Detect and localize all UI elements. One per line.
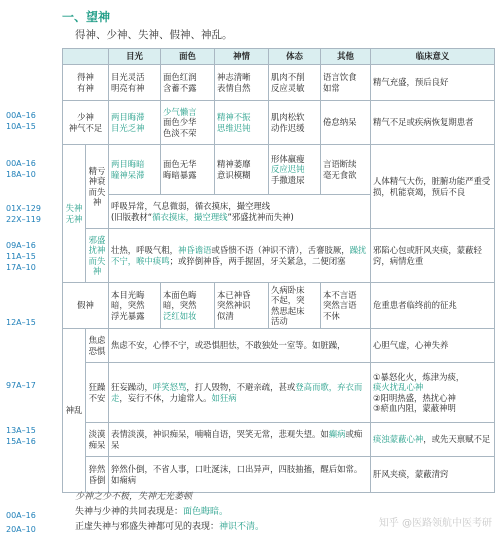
cell-text: 或痴呆	[111, 429, 363, 450]
cell-description	[109, 423, 371, 457]
cell-text: 壮热，呼吸气粗，	[111, 245, 178, 256]
highlight-text: 反应迟钝	[271, 164, 305, 175]
cell-text: 面色少华 色淡不荣	[163, 117, 197, 138]
table-row	[63, 283, 495, 329]
table-row	[63, 65, 495, 101]
highlight-text: 泛红如妆	[163, 310, 197, 321]
highlight-text: 癫病	[328, 429, 346, 440]
header-expression: 神情	[215, 49, 269, 65]
row-label-shishen: 失神 无神	[63, 145, 86, 283]
exam-code: 13A–15 15A–16	[6, 426, 36, 446]
cell-posture: 肌肉不削 反应灵敏	[269, 65, 321, 101]
cell-posture	[269, 145, 321, 195]
cell-text: 形体羸瘦	[271, 153, 305, 164]
highlight-text: 躁扰不宁，喉中痰鸣	[111, 245, 367, 266]
cell-text: ②阳明热盛，热扰心神	[373, 392, 456, 403]
cell-note	[109, 195, 371, 229]
row-label-cudao: 猝然 昏倒	[86, 457, 109, 493]
cell-text: 手撒遗尿	[271, 174, 305, 185]
highlight-text: 少气懒言	[163, 106, 197, 117]
cell-eye: 本目光晦 暗，突然 浮光暴露	[109, 283, 161, 329]
cell-text: 或昏愦不语（神识不清），舌謇肢厥，	[211, 245, 350, 256]
footer-note: 少神之少不极，失神无光萎顿	[75, 492, 193, 502]
row-label-jiashen: 假神	[63, 283, 109, 329]
cell-clinical: 人体精气大伤，脏腑功能严重受损，机能衰竭，预后不良	[371, 145, 495, 229]
exam-code: 01X–129 22X–119	[6, 204, 41, 224]
table-row	[63, 363, 495, 423]
table-row	[63, 423, 495, 457]
cell-face	[161, 101, 215, 145]
exam-code: 00A–16 18A–10	[6, 159, 36, 179]
cell-other: 言语断续 毫无食欲	[321, 145, 371, 195]
exam-code: 97A–17	[6, 381, 36, 390]
row-label-kuangzao: 狂躁 不安	[86, 363, 109, 423]
header-eye: 目光	[109, 49, 161, 65]
cell-posture: 久病卧床 不起，突 然思起床 活动	[269, 283, 321, 329]
cell-face: 面色红润 含蓄不露	[161, 65, 215, 101]
table-row	[63, 329, 495, 363]
table-row	[63, 229, 495, 283]
cell-text: 本面色晦 暗，突然	[163, 289, 197, 311]
highlight-text: 登高而歌，弃衣而走	[111, 382, 363, 403]
cell-eye: 两目晦滞 目光乏神	[109, 101, 161, 145]
row-label-jiaolv: 焦虑 恐惧	[86, 329, 109, 363]
table-row	[63, 101, 495, 145]
cell-clinical: 肝风夹痰，蒙蔽清窍	[371, 457, 495, 493]
highlight-text: 循衣摸床，撮空理线	[152, 211, 228, 222]
cell-clinical: 邪陷心包或肝风夹痰，蒙蔽轻窍，病情危重	[371, 229, 495, 283]
section-title: 一、望神	[62, 10, 111, 24]
cell-clinical: 精气不足或疾病恢复期患者	[371, 101, 495, 145]
cell-clinical: 精气充盛，预后良好	[371, 65, 495, 101]
table-row	[63, 457, 495, 493]
cell-eye: 两目晦暗 瞳神呆滞	[109, 145, 161, 195]
highlight-text: 痰火扰乱心神	[373, 382, 424, 393]
highlight-text: 神昏谵语	[178, 245, 212, 256]
exam-code: 00A–16 10A–15	[6, 111, 36, 131]
row-label-shaoshen: 少神 神气不足	[63, 101, 109, 145]
cell-other: 语言饮食 如常	[321, 65, 371, 101]
footer-text: 失神与少神的共同表现是：	[75, 507, 184, 517]
highlight-text: 如狂病	[211, 392, 237, 403]
subtitle: 得神、少神、失神、假神、神乱。	[75, 29, 233, 41]
row-label-shenluan: 神乱	[63, 329, 86, 493]
cell-face	[161, 283, 215, 329]
header-clinical: 临床意义	[371, 49, 495, 65]
exam-code: 12A–15	[6, 318, 36, 327]
cell-expression: 本已神昏 突然神识 似清	[215, 283, 269, 329]
highlight-text: 神识不清。	[219, 522, 265, 532]
header-posture: 体态	[269, 49, 321, 65]
cell-text: ，或先天禀赋不足	[423, 434, 491, 445]
cell-clinical	[371, 423, 495, 457]
observation-of-spirit-table	[62, 48, 495, 493]
table-header-row	[63, 49, 495, 65]
footer-text: 正虚失神与邪盛失神都可见的表现：	[75, 522, 220, 532]
cell-other: 倦怠纳呆	[321, 101, 371, 145]
highlight-text: 面色晦暗。	[183, 507, 229, 517]
cell-clinical	[371, 363, 495, 423]
exam-code: 20A–10	[6, 525, 36, 534]
row-label-jingkui: 精亏 神衰 而失 神	[86, 145, 109, 229]
header-blank	[63, 49, 109, 65]
cell-text: ①暴怒化火，炼津为痰，	[373, 371, 465, 382]
watermark: 知乎 @医路领航中医考研	[378, 518, 492, 529]
row-label-danmo: 淡漠 痴呆	[86, 423, 109, 457]
cell-expression: 精神不振 思维迟钝	[215, 101, 269, 145]
cell-description: 焦虑不安，心悸不宁，或恐惧胆怯，不敢独处一室等。如脏躁，	[109, 329, 371, 363]
cell-text: ；或猝倒神昏，两手握固，牙关紧急，二便闭塞	[169, 255, 346, 266]
cell-clinical: 危重患者临终前的征兆	[371, 283, 495, 329]
exam-code-column	[0, 0, 62, 543]
cell-description: 猝然仆倒，不省人事，口吐涎沫，口出异声，四肢抽搐，醒后如常。如痫病	[109, 457, 371, 493]
cell-text: ，妄行不休，力逾常人。	[119, 392, 212, 403]
table-row	[63, 145, 495, 195]
row-label-xiesheng: 邪盛 扰神 而失 神	[86, 229, 109, 283]
header-other: 其他	[321, 49, 371, 65]
cell-other: 本不言语 突然言语 不休	[321, 283, 371, 329]
cell-expression: 神志清晰 表情自然	[215, 65, 269, 101]
cell-text: ③瘀血内阻，蒙蔽神明	[373, 402, 456, 413]
row-label-deshen: 得神 有神	[63, 65, 109, 101]
cell-description	[109, 229, 371, 283]
highlight-text: 痰浊蒙蔽心神	[373, 434, 424, 445]
cell-text: ”邪盛扰神而失神)	[227, 211, 294, 222]
footer-line-2	[75, 521, 264, 534]
exam-code: 09A–16 11A–15 17A–10	[6, 241, 36, 272]
cell-text: 表情淡漠，神识痴呆，喃喃自语，哭笑无常，悲观失望。如	[111, 429, 329, 440]
cell-face: 面色无华 晦暗暴露	[161, 145, 215, 195]
cell-posture: 肌肉松软 动作迟缓	[269, 101, 321, 145]
cell-expression: 精神萎靡 意识模糊	[215, 145, 269, 195]
highlight-text: 呼笑怒骂	[152, 382, 187, 393]
cell-text: 狂妄躁动，	[111, 382, 153, 393]
exam-code: 00A–16	[6, 511, 36, 520]
cell-text: 呼吸异常，气息微弱，循衣摸床，撮空理线	[111, 201, 271, 212]
header-face: 面色	[161, 49, 215, 65]
cell-eye: 目光灵活 明亮有神	[109, 65, 161, 101]
cell-text: ，打人毁物，不避亲疏，甚或	[186, 382, 296, 393]
cell-clinical: 心胆气虚，心神失养	[371, 329, 495, 363]
footer-line-1	[75, 506, 228, 519]
cell-description	[109, 363, 371, 423]
cell-text: (旧版教材“	[111, 211, 153, 222]
